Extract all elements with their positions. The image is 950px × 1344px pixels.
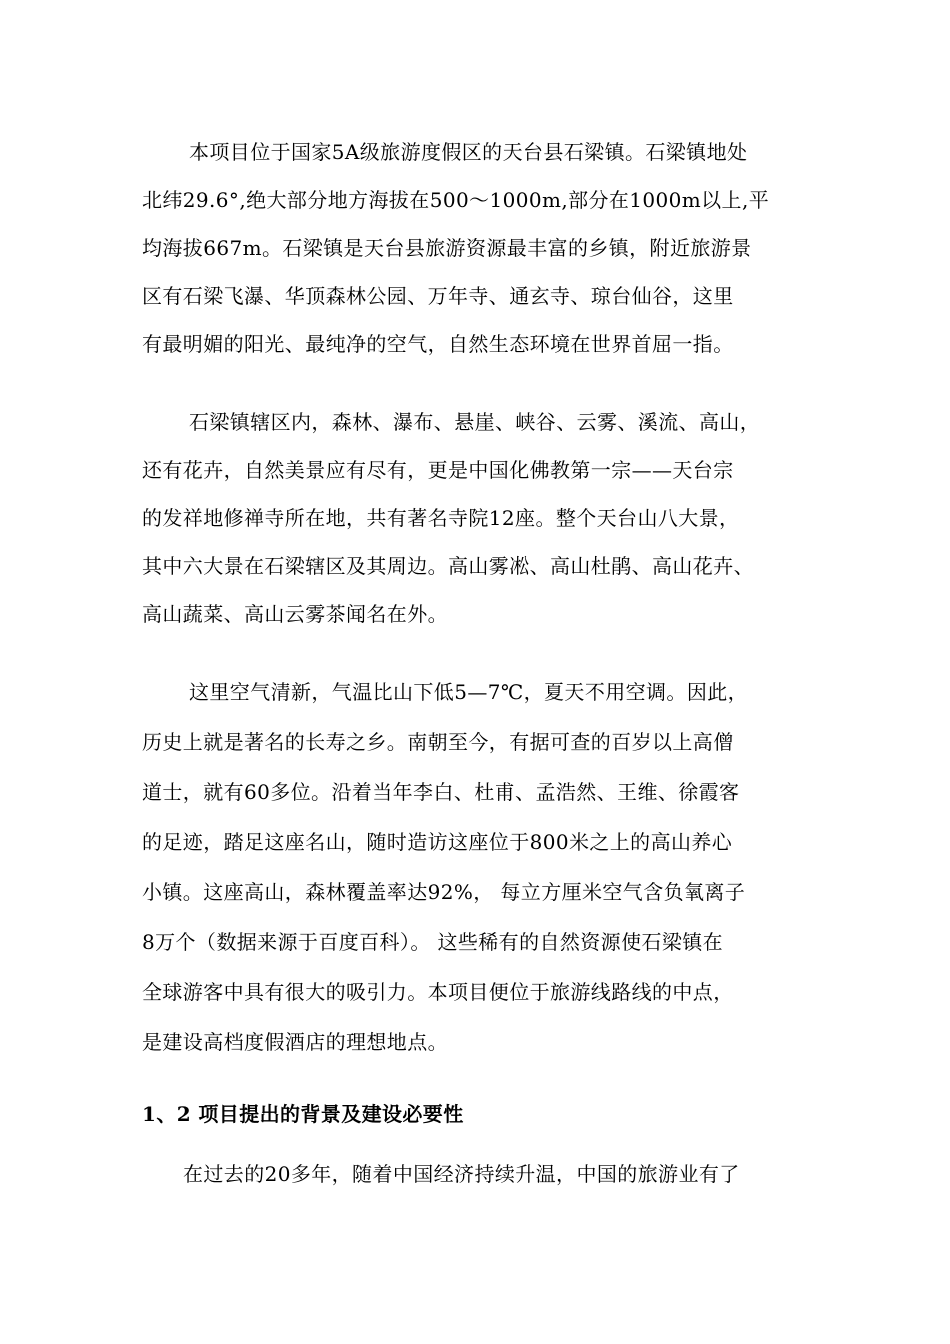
paragraph-3-line-7: 全球游客中具有很大的吸引力。本项目便位于旅游线路线的中点，: [142, 980, 734, 1004]
paragraph-4-line-1: 在过去的20多年，随着中国经济持续升温，中国的旅游业有了: [183, 1162, 740, 1186]
paragraph-2-line-1: 石梁镇辖区内，森林、瀑布、悬崖、峡谷、云雾、溪流、高山，: [189, 410, 761, 434]
paragraph-2-line-3: 的发祥地修禅寺所在地，共有著名寺院12座。整个天台山八大景，: [142, 506, 740, 530]
paragraph-1-line-2: 北纬29.6°,绝大部分地方海拔在500～1000m,部分在1000m以上,平: [142, 188, 770, 212]
paragraph-1-line-4: 区有石梁飞瀑、华顶森林公园、万年寺、通玄寺、琼台仙谷，这里: [142, 284, 734, 308]
paragraph-3-line-3: 道士，就有60多位。沿着当年李白、杜甫、孟浩然、王维、徐霞客: [142, 780, 740, 804]
section-heading: 1、2 项目提出的背景及建设必要性: [142, 1102, 464, 1126]
paragraph-2-line-5: 高山蔬菜、高山云雾茶闻名在外。: [142, 602, 448, 626]
paragraph-3-line-8: 是建设高档度假酒店的理想地点。: [142, 1030, 448, 1054]
paragraph-3-line-6: 8万个（数据来源于百度百科）。 这些稀有的自然资源使石梁镇在: [142, 930, 724, 954]
paragraph-3-line-5: 小镇。这座高山，森林覆盖率达92%， 每立方厘米空气含负氧离子: [142, 880, 746, 904]
paragraph-1-line-5: 有最明媚的阳光、最纯净的空气，自然生态环境在世界首屈一指。: [142, 332, 734, 356]
paragraph-3-line-2: 历史上就是著名的长寿之乡。南朝至今，有据可查的百岁以上高僧: [142, 730, 734, 754]
paragraph-2-line-2: 还有花卉，自然美景应有尽有，更是中国化佛教第一宗——天台宗: [142, 458, 734, 482]
paragraph-3-line-4: 的足迹，踏足这座名山，随时造访这座位于800米之上的高山养心: [142, 830, 733, 854]
paragraph-2-line-4: 其中六大景在石梁辖区及其周边。高山雾凇、高山杜鹃、高山花卉、: [142, 554, 754, 578]
paragraph-3-line-1: 这里空气清新，气温比山下低5—7℃，夏天不用空调。因此，: [189, 680, 749, 704]
paragraph-1-line-3: 均海拔667m。石梁镇是天台县旅游资源最丰富的乡镇，附近旅游景: [142, 236, 752, 260]
paragraph-1-line-1: 本项目位于国家5A级旅游度假区的天台县石梁镇。石梁镇地处: [189, 140, 748, 164]
